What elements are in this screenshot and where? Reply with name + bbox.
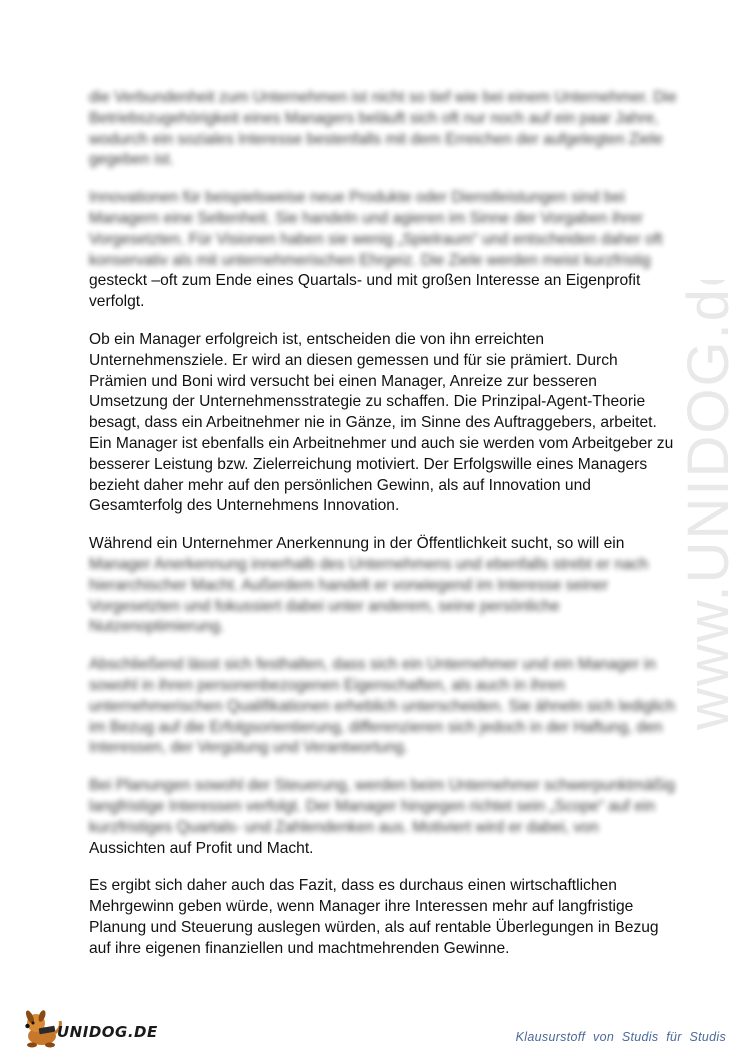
- text-line: Planung und Steuerung auslegen würden, als auf rentable Überlegungen in Bezug: [89, 918, 659, 936]
- text-line: besserer Leistung bzw. Zielerreichung motiviert. Der Erfolgswille eines Managers: [89, 455, 648, 473]
- text-line: Aussichten auf Profit und Macht.: [89, 839, 314, 857]
- blurred-text-line: Vorgesetzten. Für Visionen haben sie wenig „Spielraum“ und entscheiden daher oft: [89, 230, 663, 248]
- paragraph: [89, 88, 679, 171]
- text-line: Prämien und Boni wird versucht bei einen Manager, Anreize zur besseren: [89, 372, 597, 390]
- text-line: Gesamterfolg des Unternehmens Innovation.: [89, 497, 400, 515]
- blurred-text-line: langfristige Interessen verfolgt. Der Manager hingegen richtet sein „Scope“ auf ein: [89, 797, 656, 815]
- blurred-text-line: konservativ als mit unternehmerischen Ehrgeiz. Die Ziele werden meist kurzfristig: [89, 251, 651, 269]
- paragraph-spacer: [89, 638, 679, 655]
- paragraph-spacer: [89, 517, 679, 534]
- text-line: Mehrgewinn geben würde, wenn Manager ihre Interessen mehr auf langfristige: [89, 898, 634, 916]
- blurred-text-line: Manager Anerkennung innerhalb des Unternehmens und ebenfalls strebt er nach: [89, 555, 649, 573]
- watermark-text: www.UNIDOG.de: [676, 280, 741, 730]
- text-line: verfolgt.: [89, 293, 145, 311]
- logo-wordmark[interactable]: UNIDOG.DE: [57, 1023, 158, 1041]
- blurred-text-line: hierarchischer Macht. Außerdem handelt er vorwiegend im Interesse seiner: [89, 576, 609, 594]
- blurred-text-line: Vorgesetzten und fokussiert dabei unter anderem, seine persönliche: [89, 597, 560, 615]
- text-line: auf ihre eigenen finanziellen und machtmehrenden Gewinne.: [89, 939, 510, 957]
- text-line: Ob ein Manager erfolgreich ist, entscheiden die von ihn erreichten: [89, 330, 545, 348]
- paragraph: [89, 776, 679, 859]
- blurred-text-line: die Verbundenheit zum Unternehmen ist nicht so tief wie bei einem Unternehmer. Die: [89, 89, 677, 106]
- text-line: Während ein Unternehmer Anerkennung in der Öffentlichkeit sucht, so will ein: [89, 535, 625, 553]
- text-line: Umsetzung der Unternehmensstrategie zu schaffen. Die Prinzipal-Agent-Theorie: [89, 393, 646, 411]
- document-body: [89, 88, 679, 959]
- text-line: Ein Manager ist ebenfalls ein Arbeitnehmer und auch sie werden vom Arbeitgeber zu: [89, 434, 674, 452]
- blurred-text-line: Interessen, der Vergütung und Verantwortung.: [89, 739, 409, 757]
- blurred-text-line: Betriebszugehörigkeit eines Managers beläuft sich oft nur noch auf ein paar Jahre,: [89, 109, 659, 127]
- text-line: besagt, dass ein Arbeitnehmer nie in Gänze, im Sinne des Auftraggebers, arbeitet.: [89, 414, 657, 432]
- footer-tagline: Klausurstoff von Studis für Studis: [515, 1030, 726, 1044]
- blurred-text-line: wodurch ein soziales Interesse bestenfalls mit dem Erreichen der aufgelegten Ziele: [89, 130, 663, 148]
- text-line: gesteckt –oft zum Ende eines Quartals- und mit großen Interesse an Eigenprofit: [89, 272, 641, 290]
- blurred-text-line: sowohl in ihren personenbezogenen Eigenschaften, als auch in ihren: [89, 676, 565, 694]
- blurred-text-line: gegeben ist.: [89, 151, 174, 169]
- blurred-text-line: unternehmerischen Qualifikationen erheblich unterscheiden. Sie ähneln sich lediglich: [89, 697, 675, 715]
- paragraph: [89, 330, 679, 517]
- blurred-text-line: kurzfristiges Quartals- und Zahlendenken aus. Motiviert wird er dabei, von: [89, 818, 599, 836]
- blurred-text-line: im Bezug auf die Erfolgsorientierung, differenzieren sich jedoch in der Haftung, den: [89, 718, 663, 736]
- paragraph-spacer: [89, 313, 679, 330]
- paragraph-spacer: [89, 759, 679, 776]
- blurred-text-line: Managern eine Seltenheit. Sie handeln und agieren im Sinne der Vorgaben ihrer: [89, 209, 643, 227]
- paragraph: [89, 655, 679, 759]
- paragraph-spacer: [89, 859, 679, 876]
- dog-mascot-icon: [24, 1009, 60, 1047]
- blurred-text-line: Innovationen für beispielsweise neue Produkte oder Dienstleistungen sind bei: [89, 189, 625, 207]
- paragraph: [89, 876, 679, 959]
- text-line: Es ergibt sich daher auch das Fazit, dass es durchaus einen wirtschaftlichen: [89, 877, 617, 895]
- blurred-text-line: Bei Planungen sowohl der Steuerung, werden beim Unternehmer schwerpunktmäßig: [89, 777, 675, 795]
- text-line: Unternehmensziele. Er wird an diesen gemessen und für sie prämiert. Durch: [89, 351, 618, 369]
- paragraph-spacer: [89, 171, 679, 188]
- paragraph: [89, 534, 679, 638]
- blurred-text-line: Abschließend lässt sich festhalten, dass sich ein Unternehmer und ein Manager in: [89, 656, 656, 674]
- paragraph: [89, 188, 679, 313]
- blurred-text-line: Nutzenoptimierung.: [89, 618, 225, 636]
- text-line: bezieht daher mehr auf den persönlichen Gewinn, als auf Innovation und: [89, 476, 591, 494]
